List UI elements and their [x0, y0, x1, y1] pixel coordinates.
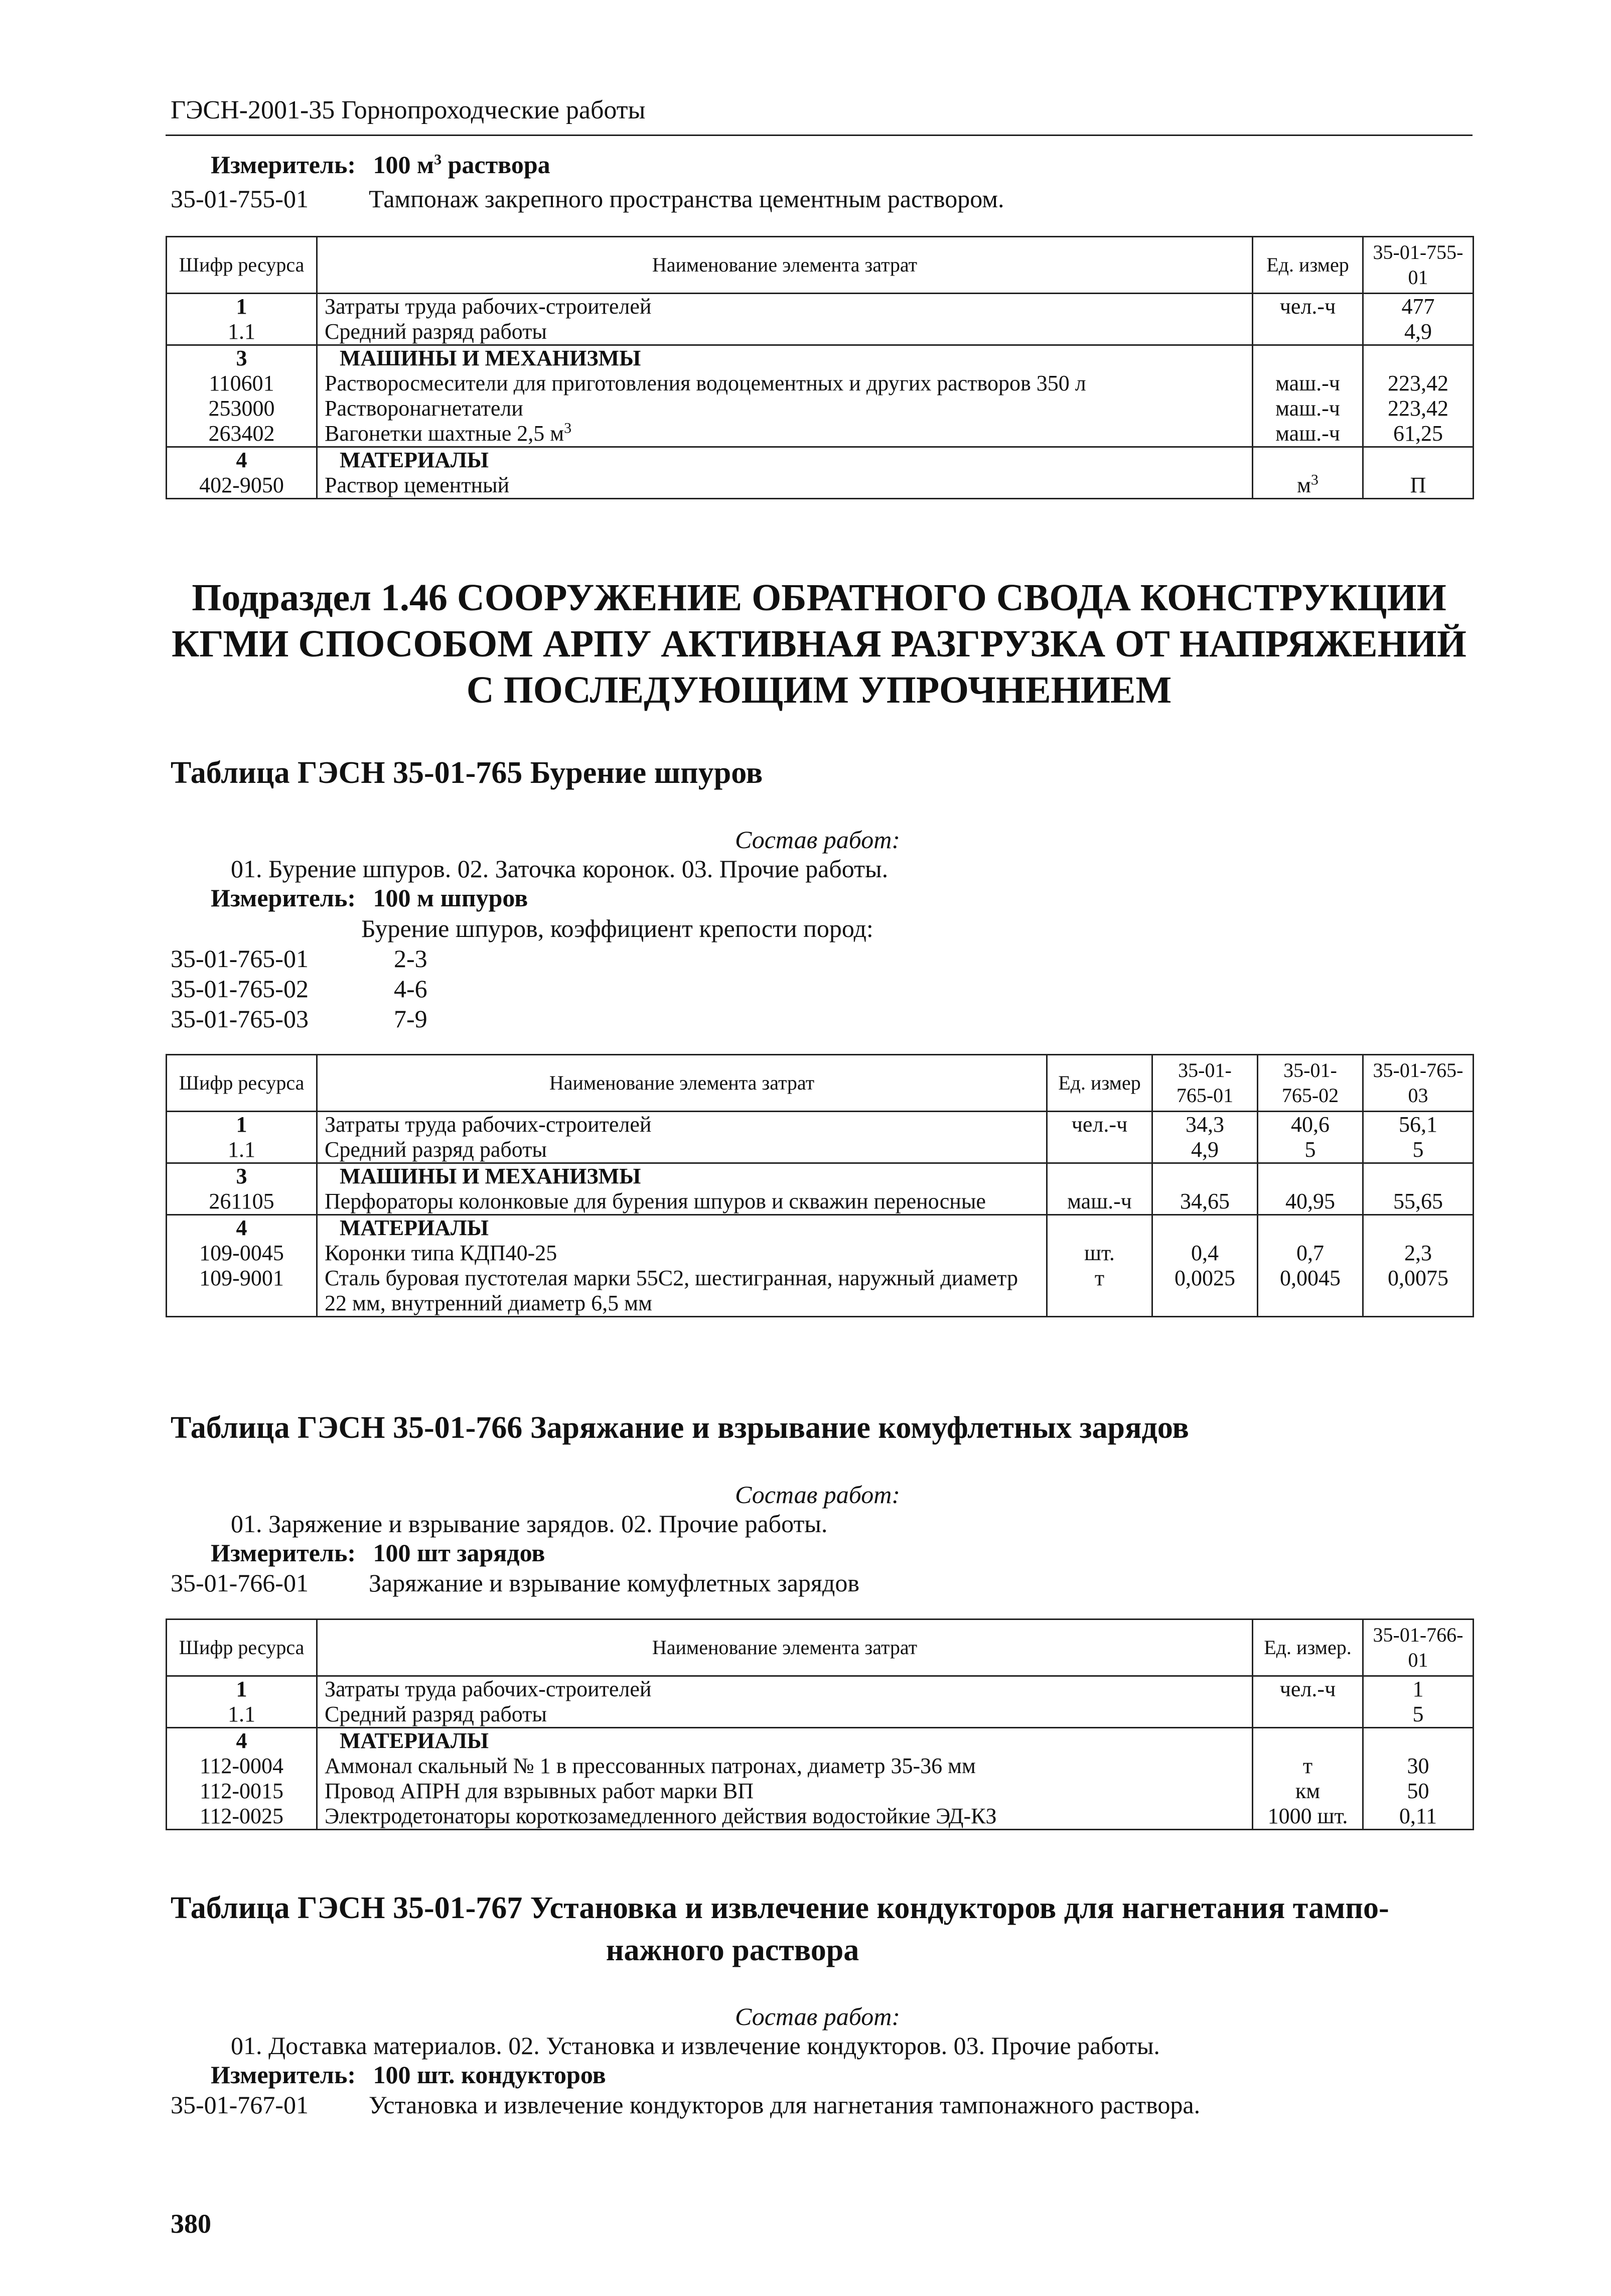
- norm-value: 0,7: [1258, 1241, 1363, 1266]
- composition-label: Состав работ:: [735, 1480, 901, 1509]
- table-row: [167, 1702, 1474, 1728]
- norm-code: 35-01-766-01: [171, 1569, 309, 1597]
- cost-element-name: Средний разряд работы: [317, 1702, 1253, 1728]
- unit: [1253, 473, 1363, 499]
- measure-unit: раствора: [442, 151, 550, 179]
- norm-code-line-766: [171, 1569, 859, 1597]
- unit: чел.-ч: [1253, 294, 1363, 320]
- table-row: [167, 473, 1474, 499]
- cost-element-name: Растворонагнетатели: [317, 396, 1253, 421]
- composition-label: Состав работ:: [735, 2002, 901, 2031]
- measure-superscript: 3: [434, 151, 442, 168]
- norm-description: Установка и извлечение кондукторов для нагнетания тампонажного раствора.: [369, 2091, 1201, 2119]
- table-row: [167, 447, 1474, 473]
- unit: маш.-ч: [1253, 371, 1363, 396]
- subsection-heading-line: С ПОСЛЕДУЮЩИМ УПРОЧНЕНИЕМ: [466, 669, 1172, 711]
- measure-label: Измеритель:: [211, 1539, 356, 1567]
- table-row: [167, 1241, 1474, 1266]
- measure-line-767: [211, 2061, 606, 2089]
- resource-code: 1: [167, 294, 317, 320]
- resource-code: 112-0004: [167, 1753, 317, 1779]
- composition-text: 01. Бурение шпуров. 02. Заточка коронок. 03. Прочие работы.: [231, 855, 889, 883]
- cost-element-name: Аммонал скальный № 1 в прессованных патронах, диаметр 35-36 мм: [317, 1753, 1253, 1779]
- unit: чел.-ч: [1253, 1676, 1363, 1702]
- subsection-heading: [166, 575, 1473, 713]
- norm-value: 34,65: [1152, 1189, 1258, 1215]
- table-row: [167, 396, 1474, 421]
- norm-value: [1152, 1163, 1258, 1189]
- table-row: [167, 1189, 1474, 1215]
- table-row: [167, 294, 1474, 320]
- norm-value: 477: [1363, 294, 1474, 320]
- norm-value: [1363, 1215, 1474, 1241]
- norm-value: 61,25: [1363, 421, 1474, 447]
- norm-value: 30: [1363, 1753, 1474, 1779]
- norm-value: 0,0075: [1363, 1266, 1474, 1317]
- subsection-heading-line: Подраздел 1.46 СООРУЖЕНИЕ ОБРАТНОГО СВОДА КОНСТРУКЦИИ: [192, 577, 1446, 619]
- unit: [1253, 345, 1363, 371]
- measure-value: 100 шт. кондукторов: [373, 2061, 606, 2089]
- resource-code: 4: [167, 1215, 317, 1241]
- norm-value: [1152, 1215, 1258, 1241]
- table-title-765: Таблица ГЭСН 35-01-765 Бурение шпуров: [171, 756, 763, 790]
- table-row: [167, 1163, 1474, 1189]
- running-header: ГЭСН-2001-35 Горнопроходческие работы: [171, 96, 646, 124]
- cost-element-name: Затраты труда рабочих-строителей: [317, 1676, 1253, 1702]
- header-rule: [166, 134, 1473, 136]
- composition-text: 01. Доставка материалов. 02. Установка и извлечение кондукторов. 03. Прочие работы.: [231, 2032, 1160, 2060]
- norm-value: 223,42: [1363, 371, 1474, 396]
- header-resource-code: Шифр ресурса: [167, 1055, 317, 1112]
- variant-code: 35-01-765-03: [171, 1005, 309, 1033]
- superscript: 3: [1310, 471, 1319, 488]
- table-row: [167, 1753, 1474, 1779]
- section-heading: МАТЕРИАЛЫ: [317, 447, 1253, 473]
- table-title-line: нажного раствора: [606, 1933, 859, 1967]
- cost-element-name: Средний разряд работы: [317, 319, 1253, 345]
- norm-value: 34,3: [1152, 1112, 1258, 1138]
- header-norm-code: 35-01-755-01: [1363, 237, 1474, 294]
- cost-element-name: Растворосмесители для приготовления водоцементных и других растворов 350 л: [317, 371, 1253, 396]
- table-title-line: Таблица ГЭСН 35-01-767 Установка и извлечение кондукторов для нагнетания тампо-: [171, 1891, 1389, 1925]
- unit: [1253, 1728, 1363, 1754]
- resource-code: 3: [167, 1163, 317, 1189]
- table-row: [167, 1676, 1474, 1702]
- section-heading: МАШИНЫ И МЕХАНИЗМЫ: [317, 1163, 1047, 1189]
- table-row: [167, 1804, 1474, 1830]
- header-resource-code: Шифр ресурса: [167, 237, 317, 294]
- resource-code: 253000: [167, 396, 317, 421]
- unit: шт.: [1047, 1241, 1152, 1266]
- unit: маш.-ч: [1253, 396, 1363, 421]
- norm-value: [1363, 1163, 1474, 1189]
- unit: [1047, 1137, 1152, 1163]
- unit: 1000 шт.: [1253, 1804, 1363, 1830]
- cost-element-name: Перфораторы колонковые для бурения шпуров и скважин переносные: [317, 1189, 1047, 1215]
- table-header-row: [167, 237, 1474, 294]
- unit: [1047, 1163, 1152, 1189]
- table-row: [167, 319, 1474, 345]
- resource-code: 1: [167, 1112, 317, 1138]
- unit: [1253, 447, 1363, 473]
- norm-value: 4,9: [1152, 1137, 1258, 1163]
- resource-code: 112-0025: [167, 1804, 317, 1830]
- measure-label: Измеритель:: [211, 2061, 356, 2089]
- table-row: [167, 371, 1474, 396]
- unit: [1047, 1215, 1152, 1241]
- norm-value: 5: [1363, 1702, 1474, 1728]
- resource-code: 109-9001: [167, 1266, 317, 1317]
- section-heading: МАШИНЫ И МЕХАНИЗМЫ: [317, 345, 1253, 371]
- composition-label: Состав работ:: [735, 826, 901, 854]
- table-row: [167, 1215, 1474, 1241]
- norm-code-line-767: [171, 2091, 1201, 2119]
- table-header-row: [167, 1055, 1474, 1112]
- section-heading: МАТЕРИАЛЫ: [317, 1215, 1047, 1241]
- norm-value: [1363, 447, 1474, 473]
- variant-row: [171, 1005, 427, 1033]
- resource-code: 402-9050: [167, 473, 317, 499]
- measure-value: 100 м: [373, 151, 434, 179]
- header-norm-code: 35-01-765-03: [1363, 1055, 1474, 1112]
- norm-value: 40,95: [1258, 1189, 1363, 1215]
- header-unit: Ед. измер: [1047, 1055, 1152, 1112]
- variant-value: 4-6: [394, 975, 427, 1003]
- resource-code: 1.1: [167, 1137, 317, 1163]
- variant-subheading: Бурение шпуров, коэффициент крепости пород:: [361, 914, 873, 942]
- norm-value: [1363, 1728, 1474, 1754]
- header-cost-element: Наименование элемента затрат: [317, 237, 1253, 294]
- subsection-heading-line: КГМИ СПОСОБОМ АРПУ АКТИВНАЯ РАЗГРУЗКА ОТ НАПРЯЖЕНИЙ: [172, 623, 1467, 665]
- cost-element-text: Вагонетки шахтные 2,5 м: [325, 421, 564, 446]
- norm-value: 5: [1363, 1137, 1474, 1163]
- header-cost-element: Наименование элемента затрат: [317, 1055, 1047, 1112]
- cost-element-name: Затраты труда рабочих-строителей: [317, 294, 1253, 320]
- header-norm-code: 35-01-766-01: [1363, 1619, 1474, 1676]
- norm-value: 0,0025: [1152, 1266, 1258, 1317]
- resource-code: 4: [167, 1728, 317, 1754]
- norm-value: 2,3: [1363, 1241, 1474, 1266]
- table-row: [167, 1137, 1474, 1163]
- norm-value: 1: [1363, 1676, 1474, 1702]
- table-row: [167, 421, 1474, 447]
- table-row: [167, 345, 1474, 371]
- table-row: [167, 1112, 1474, 1138]
- table-header-row: [167, 1619, 1474, 1676]
- page-number: 380: [171, 2209, 211, 2239]
- measure-label: Измеритель:: [211, 151, 356, 179]
- norm-value: П: [1363, 473, 1474, 499]
- unit-text: м: [1297, 473, 1311, 497]
- unit: км: [1253, 1779, 1363, 1804]
- norm-description: Тампонаж закрепного пространства цементным раствором.: [369, 185, 1004, 213]
- norm-value: 223,42: [1363, 396, 1474, 421]
- variant-row: [171, 975, 427, 1003]
- norm-description: Заряжание и взрывание комуфлетных зарядов: [369, 1569, 859, 1597]
- measure-line-755: [211, 151, 550, 179]
- resource-code: 261105: [167, 1189, 317, 1215]
- norm-value: 5: [1258, 1137, 1363, 1163]
- resource-table-765: [166, 1054, 1474, 1317]
- measure-line-765: [211, 884, 528, 912]
- variant-code: 35-01-765-01: [171, 944, 309, 973]
- norm-code: 35-01-767-01: [171, 2091, 309, 2119]
- measure-value: 100 м шпуров: [373, 884, 528, 912]
- header-resource-code: Шифр ресурса: [167, 1619, 317, 1676]
- measure-label: Измеритель:: [211, 884, 356, 912]
- cost-element-name: Коронки типа КДП40-25: [317, 1241, 1047, 1266]
- table-row: [167, 1728, 1474, 1754]
- header-norm-code: 35-01-765-01: [1152, 1055, 1258, 1112]
- norm-value: 55,65: [1363, 1189, 1474, 1215]
- cost-element-name: Электродетонаторы короткозамедленного действия водостойкие ЭД-КЗ: [317, 1804, 1253, 1830]
- measure-line-766: [211, 1539, 545, 1567]
- norm-value: 0,4: [1152, 1241, 1258, 1266]
- resource-code: 1.1: [167, 319, 317, 345]
- table-title-767: [171, 1887, 1475, 1971]
- norm-value: 40,6: [1258, 1112, 1363, 1138]
- header-norm-code: 35-01-765-02: [1258, 1055, 1363, 1112]
- unit: [1253, 1702, 1363, 1728]
- resource-code: 1: [167, 1676, 317, 1702]
- unit: т: [1047, 1266, 1152, 1317]
- norm-value: [1363, 345, 1474, 371]
- cost-element-name: Провод АПРН для взрывных работ марки ВП: [317, 1779, 1253, 1804]
- unit: маш.-ч: [1253, 421, 1363, 447]
- table-row: [167, 1266, 1474, 1317]
- variant-value: 2-3: [394, 944, 427, 973]
- resource-code: 110601: [167, 371, 317, 396]
- resource-code: 1.1: [167, 1702, 317, 1728]
- norm-value: 56,1: [1363, 1112, 1474, 1138]
- variant-code: 35-01-765-02: [171, 975, 309, 1003]
- composition-text: 01. Заряжение и взрывание зарядов. 02. Прочие работы.: [231, 1510, 828, 1538]
- resource-code: 109-0045: [167, 1241, 317, 1266]
- norm-code: 35-01-755-01: [171, 185, 309, 213]
- unit: чел.-ч: [1047, 1112, 1152, 1138]
- measure-value: 100 шт зарядов: [373, 1539, 545, 1567]
- norm-value: [1258, 1163, 1363, 1189]
- header-cost-element: Наименование элемента затрат: [317, 1619, 1253, 1676]
- unit: [1253, 319, 1363, 345]
- resource-code: 4: [167, 447, 317, 473]
- norm-code-line-755: [171, 185, 1004, 213]
- table-title-766: Таблица ГЭСН 35-01-766 Заряжание и взрывание комуфлетных зарядов: [171, 1411, 1189, 1445]
- header-unit: Ед. измер: [1253, 237, 1363, 294]
- resource-table-766: [166, 1618, 1474, 1830]
- variant-row: [171, 944, 427, 973]
- unit: маш.-ч: [1047, 1189, 1152, 1215]
- cost-element-name: Затраты труда рабочих-строителей: [317, 1112, 1047, 1138]
- unit: т: [1253, 1753, 1363, 1779]
- norm-value: 0,11: [1363, 1804, 1474, 1830]
- header-unit: Ед. измер.: [1253, 1619, 1363, 1676]
- cost-element-name: Раствор цементный: [317, 473, 1253, 499]
- resource-code: 3: [167, 345, 317, 371]
- section-heading: МАТЕРИАЛЫ: [317, 1728, 1253, 1754]
- superscript: 3: [564, 420, 572, 437]
- table-row: [167, 1779, 1474, 1804]
- resource-table-755: [166, 236, 1474, 499]
- norm-value: [1258, 1215, 1363, 1241]
- resource-code: 263402: [167, 421, 317, 447]
- norm-value: 50: [1363, 1779, 1474, 1804]
- variant-value: 7-9: [394, 1005, 427, 1033]
- cost-element-name: Сталь буровая пустотелая марки 55С2, шестигранная, наружный диаметр 22 мм, внутренний диаметр 6,5 мм: [317, 1266, 1047, 1317]
- norm-value: 0,0045: [1258, 1266, 1363, 1317]
- resource-code: 112-0015: [167, 1779, 317, 1804]
- cost-element-name: [317, 421, 1253, 447]
- cost-element-name: Средний разряд работы: [317, 1137, 1047, 1163]
- norm-value: 4,9: [1363, 319, 1474, 345]
